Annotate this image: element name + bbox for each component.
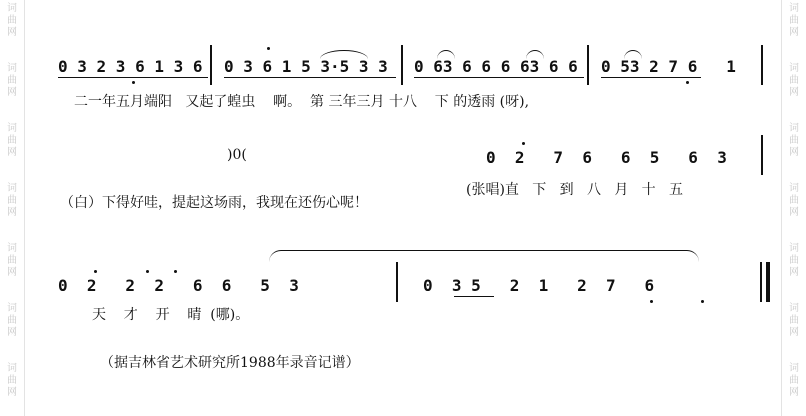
- bar-line: [396, 262, 398, 302]
- source-note: （据吉林省艺术研究所1988年录音记谱）: [100, 355, 360, 371]
- score-page: [24, 0, 782, 416]
- watermark-char: 网: [789, 207, 799, 218]
- watermark-char: 曲: [7, 375, 17, 386]
- watermark-char: 词: [7, 3, 17, 14]
- lyrics-line-1: 二一年五月端阳 又起了蝗虫 啊。 第 三年三月 十八 下 的透雨 (呀),: [74, 94, 530, 110]
- watermark-char: 网: [7, 387, 17, 398]
- slur: [437, 50, 455, 59]
- watermark-char: 曲: [7, 15, 17, 26]
- watermark-char: 词: [7, 363, 17, 374]
- octave-dot: [701, 300, 704, 303]
- watermark-char: 网: [789, 387, 799, 398]
- watermark-char: 网: [7, 87, 17, 98]
- left-watermark-strip: [0, 0, 25, 416]
- watermark-char: 词: [7, 183, 17, 194]
- rest-marker: )0(: [227, 147, 247, 163]
- melody-measure-6: 0 3 5 2 1 2 7 6: [423, 276, 655, 295]
- beam-underline: [224, 77, 396, 78]
- watermark-char: 词: [7, 63, 17, 74]
- melody-measure-1: 0 3 2 3 6 1 3 6: [58, 57, 203, 76]
- octave-dot: [267, 47, 270, 50]
- beam-underline: [454, 296, 494, 297]
- watermark-char: 曲: [789, 255, 799, 266]
- watermark-char: 曲: [789, 315, 799, 326]
- bar-line: [210, 45, 212, 85]
- watermark-char: 词: [7, 123, 17, 134]
- watermark-char: 曲: [789, 75, 799, 86]
- watermark-char: 曲: [7, 255, 17, 266]
- bar-line: [401, 45, 403, 85]
- watermark-char: 网: [7, 207, 17, 218]
- bar-line: [760, 262, 762, 302]
- watermark-char: 曲: [789, 195, 799, 206]
- slur: [526, 50, 544, 59]
- watermark-char: 网: [789, 87, 799, 98]
- watermark-char: 曲: [789, 15, 799, 26]
- watermark-char: 网: [789, 327, 799, 338]
- watermark-char: 曲: [789, 375, 799, 386]
- lyrics-line-2: (张唱)直 下 到 八 月 十 五: [466, 182, 684, 198]
- watermark-char: 词: [7, 243, 17, 254]
- watermark-char: 词: [789, 363, 799, 374]
- watermark-char: 词: [789, 183, 799, 194]
- beam-underline: [58, 77, 208, 78]
- watermark-char: 网: [7, 27, 17, 38]
- melody-measure-5: 0 2 2 2 6 6 5 3: [58, 276, 299, 295]
- final-bar-line: [766, 262, 770, 302]
- slur: [320, 50, 368, 59]
- watermark-char: 网: [7, 327, 17, 338]
- watermark-char: 曲: [7, 315, 17, 326]
- watermark-char: 词: [789, 123, 799, 134]
- right-watermark-strip: [781, 0, 806, 416]
- watermark-char: 词: [789, 3, 799, 14]
- bar-line: [761, 45, 763, 85]
- slur: [624, 50, 642, 59]
- octave-dot: [94, 270, 97, 273]
- octave-dot: [650, 300, 653, 303]
- beam-underline: [601, 77, 701, 78]
- melody-measure-3: 0 63 6 6 6 63 6 6: [414, 57, 578, 76]
- octave-dot: [174, 270, 177, 273]
- watermark-char: 网: [789, 147, 799, 158]
- melody-line-2: 0 2 7 6 6 5 6 3: [486, 148, 727, 167]
- bar-line: [761, 135, 763, 175]
- watermark-char: 曲: [7, 75, 17, 86]
- watermark-char: 词: [7, 303, 17, 314]
- watermark-char: 词: [789, 243, 799, 254]
- watermark-char: 曲: [789, 135, 799, 146]
- octave-dot: [522, 142, 525, 145]
- watermark-char: 网: [789, 267, 799, 278]
- octave-dot: [132, 81, 135, 84]
- watermark-char: 曲: [7, 195, 17, 206]
- phrase-slur: [269, 250, 699, 265]
- octave-dot: [146, 270, 149, 273]
- octave-dot: [686, 81, 689, 84]
- watermark-char: 曲: [7, 135, 17, 146]
- bar-line: [587, 45, 589, 85]
- watermark-char: 网: [7, 147, 17, 158]
- watermark-char: 网: [789, 27, 799, 38]
- lyrics-line-3: 天 才 开 晴 (哪)。: [92, 307, 250, 323]
- beam-underline: [414, 77, 584, 78]
- melody-measure-4: 0 53 2 7 6 1: [601, 57, 736, 76]
- watermark-char: 词: [789, 63, 799, 74]
- watermark-char: 词: [789, 303, 799, 314]
- watermark-char: 网: [7, 267, 17, 278]
- spoken-line: （白）下得好哇，提起这场雨，我现在还伤心呢！: [60, 195, 368, 211]
- melody-measure-2: 0 3 6 1 5 3·5 3 3: [224, 57, 388, 76]
